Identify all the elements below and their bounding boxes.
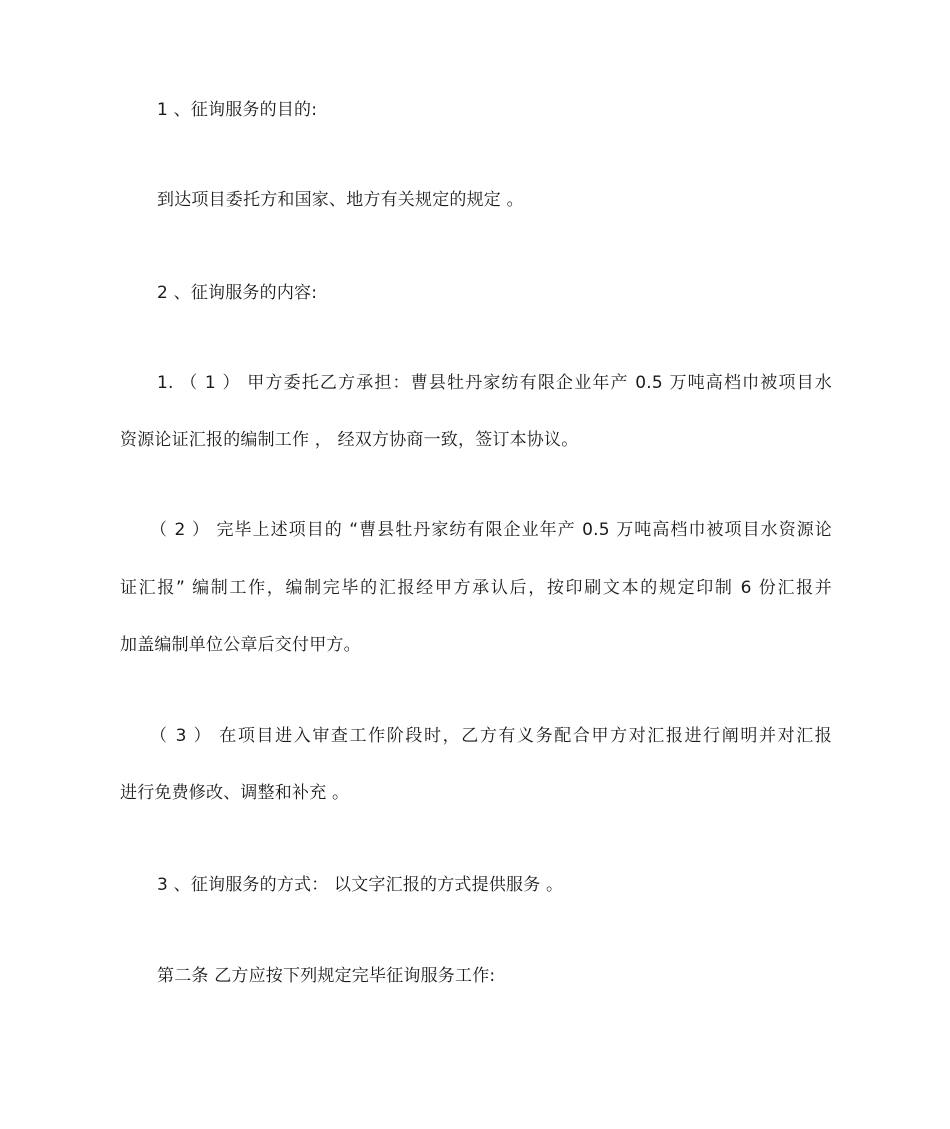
item-1-line-1: 1. （ 1 ） 甲方委托乙方承担：曹县牡丹家纺有限企业年产 0.5 万吨高档巾被项目水 [157, 373, 832, 393]
item-3-line-2: 进行免费修改、调整和补充 。 [120, 783, 350, 803]
item-3-line-1: （ 3 ） 在项目进入审查工作阶段时，乙方有义务配合甲方对汇报进行阐明并对汇报 [150, 726, 832, 746]
section-1-heading: 1 、征询服务的目的: [157, 100, 318, 120]
section-1-body: 到达项目委托方和国家、地方有关规定的规定 。 [157, 190, 524, 210]
item-2-line-2: 证汇报” 编制工作，编制完毕的汇报经甲方承认后，按印刷文本的规定印制 6 份汇报并 [120, 578, 832, 598]
item-2-line-3: 加盖编制单位公章后交付甲方。 [120, 635, 361, 655]
item-2-line-1: （ 2 ） 完毕上述项目的 “曹县牡丹家纺有限企业年产 0.5 万吨高档巾被项目水资源论 [150, 520, 832, 540]
article-2-heading: 第二条 乙方应按下列规定完毕征询服务工作: [157, 966, 496, 986]
section-2-heading: 2 、征询服务的内容: [157, 283, 318, 303]
item-1-line-2: 资源论证汇报的编制工作 ， 经双方协商一致，签订本协议。 [120, 430, 579, 450]
section-3-heading: 3 、征询服务的方式： 以文字汇报的方式提供服务 。 [157, 875, 564, 895]
